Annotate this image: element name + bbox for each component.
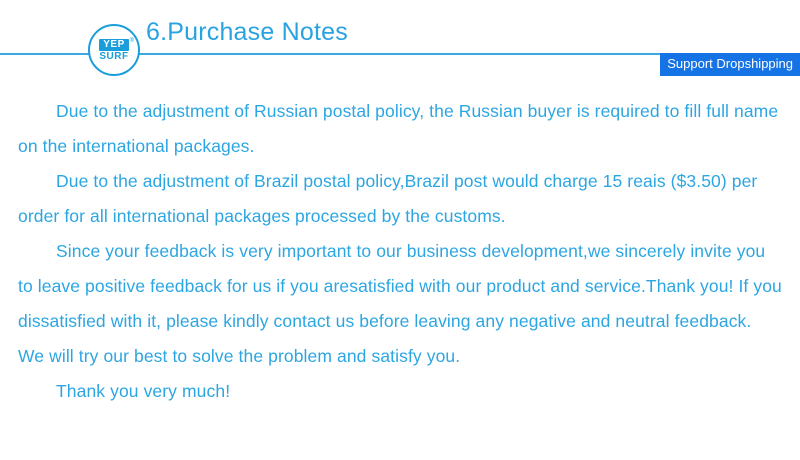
logo-bottom-text: SURF <box>99 50 129 62</box>
page-header <box>0 0 800 71</box>
page-title: 6.Purchase Notes <box>146 18 348 46</box>
registered-mark-icon: ® <box>129 38 134 44</box>
note-paragraph: Thank you very much! <box>56 381 231 401</box>
note-paragraph: Since your feedback is very important to our business development,we sincerely invite you to leave positive feedback for us if you aresatisfied with our product and service.Thank you! If you dissatisfied with it, please kindly contact us before leaving any negative and neutral feedback. We will try our best to solve the problem and satisfy you. <box>18 241 782 366</box>
logo-top-text: YEP <box>99 39 129 51</box>
note-paragraph: Due to the adjustment of Brazil postal policy,Brazil post would charge 15 reais ($3.50) per order for all international packages processed by the customs. <box>18 171 758 226</box>
notes-content <box>18 94 782 409</box>
support-dropshipping-badge: Support Dropshipping <box>660 53 800 76</box>
yep-surf-logo <box>88 24 140 76</box>
note-paragraph: Due to the adjustment of Russian postal policy, the Russian buyer is required to fill full name on the international packages. <box>18 101 779 156</box>
